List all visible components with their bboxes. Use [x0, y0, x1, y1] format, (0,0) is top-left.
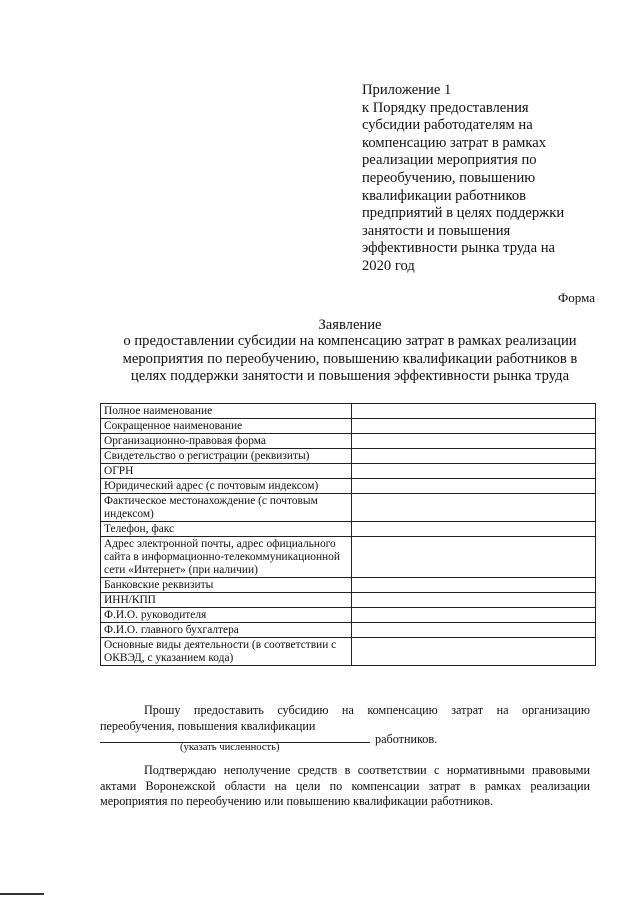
annex-line: к Порядку предоставления	[362, 99, 529, 116]
document-title: Заявление	[318, 317, 382, 333]
row-label: Ф.И.О. главного бухгалтера	[101, 623, 352, 638]
row-value[interactable]	[352, 479, 596, 494]
annex-line: переобучению, повышению	[362, 169, 536, 186]
table-row	[101, 449, 596, 464]
row-value[interactable]	[352, 404, 596, 419]
row-label: Банковские реквизиты	[101, 578, 352, 593]
workers-word: работников.	[375, 732, 438, 746]
table-row	[101, 419, 596, 434]
annex-line: квалификации работников	[362, 187, 527, 204]
applicant-info-table	[100, 403, 596, 666]
row-label: Свидетельство о регистрации (реквизиты)	[101, 449, 352, 464]
table-row	[101, 434, 596, 449]
confirm-paragraph	[100, 763, 590, 810]
table-row	[101, 608, 596, 623]
annex-line: субсидии работодателям на	[362, 117, 533, 134]
worker-count-hint: (указать численность)	[180, 742, 280, 753]
subject-line: целях поддержки занятости и повышения эффективности рынка труда	[130, 368, 570, 384]
table-row	[101, 638, 596, 666]
row-value[interactable]	[352, 593, 596, 608]
annex-header	[362, 82, 597, 276]
row-label: Юридический адрес (с почтовым индексом)	[101, 479, 352, 494]
row-label: Фактическое местонахождение (с почтовым индексом)	[101, 494, 352, 522]
row-label: Телефон, факс	[101, 522, 352, 537]
table-row	[101, 537, 596, 578]
confirm-line-3: мероприятия по переобучению или повышению квалификации работников.	[100, 794, 494, 808]
table-row	[101, 464, 596, 479]
document-subject	[98, 333, 602, 386]
scan-edge-mark	[0, 893, 44, 895]
table-row	[101, 593, 596, 608]
row-value[interactable]	[352, 537, 596, 578]
row-value[interactable]	[352, 578, 596, 593]
row-label: Сокращенное наименование	[101, 419, 352, 434]
subject-line: о предоставлении субсидии на компенсацию затрат в рамках реализации	[123, 333, 577, 349]
table-row	[101, 522, 596, 537]
annex-line: Приложение 1	[362, 82, 452, 98]
annex-line: 2020 год	[362, 257, 415, 274]
annex-line: занятости и повышения	[362, 222, 511, 239]
row-label: Адрес электронной почты, адрес официального сайта в информационно-телекоммуникационной сети «Интернет» (при наличии)	[101, 537, 352, 578]
request-line-1: Прошу предоставить субсидию на компенсацию затрат на организацию	[144, 703, 590, 717]
form-label: Форма	[558, 290, 595, 305]
table-row	[101, 479, 596, 494]
table-row	[101, 494, 596, 522]
row-value[interactable]	[352, 623, 596, 638]
annex-line: компенсацию затрат в рамках	[362, 134, 547, 151]
confirm-line-1: Подтверждаю неполучение средств в соответствии с нормативными правовыми	[144, 763, 590, 777]
annex-line: предприятий в целях поддержки	[362, 205, 565, 222]
row-label: Организационно-правовая форма	[101, 434, 352, 449]
row-value[interactable]	[352, 419, 596, 434]
row-label: Полное наименование	[101, 404, 352, 419]
row-value[interactable]	[352, 494, 596, 522]
subject-line: мероприятия по переобучению, повышению квалификации работников в	[122, 350, 578, 367]
table-row	[101, 623, 596, 638]
annex-line: эффективности рынка труда на	[362, 240, 556, 257]
row-value[interactable]	[352, 449, 596, 464]
table-row	[101, 404, 596, 419]
row-value[interactable]	[352, 638, 596, 666]
row-value[interactable]	[352, 522, 596, 537]
row-value[interactable]	[352, 464, 596, 479]
row-label: ОГРН	[101, 464, 352, 479]
row-label: Ф.И.О. руководителя	[101, 608, 352, 623]
confirm-line-2: актами Воронежской области на цели по компенсации затрат в рамках реализации	[100, 778, 590, 793]
row-value[interactable]	[352, 434, 596, 449]
row-value[interactable]	[352, 608, 596, 623]
request-line-2: переобучения, повышения квалификации	[100, 718, 316, 733]
annex-line: реализации мероприятия по	[362, 152, 537, 169]
table-row	[101, 578, 596, 593]
row-label: ИНН/КПП	[101, 593, 352, 608]
row-label: Основные виды деятельности (в соответствии с ОКВЭД, с указанием кода)	[101, 638, 352, 666]
